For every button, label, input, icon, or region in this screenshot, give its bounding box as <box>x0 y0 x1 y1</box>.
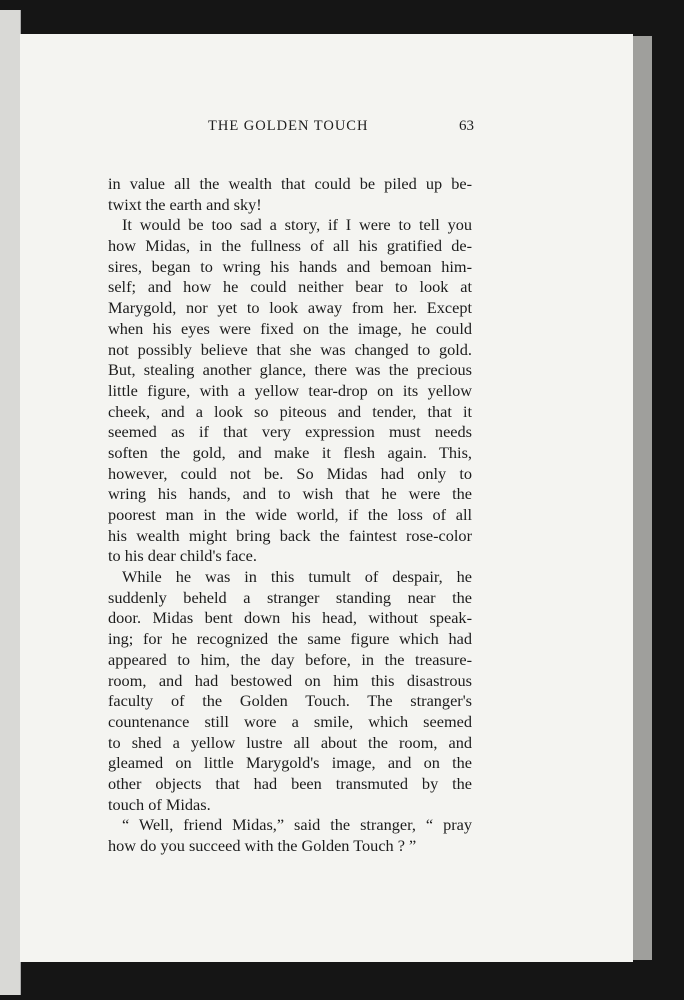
text-line: other objects that had been transmuted by the <box>108 773 472 793</box>
text-line: While he was in this tumult of despair, he <box>122 567 472 587</box>
text-line: when his eyes were fixed on the image, he could <box>108 318 472 338</box>
text-line: It would be too sad a story, if I were to tell you <box>122 215 472 235</box>
text-line: room, and had bestowed on him this disastrous <box>108 670 472 690</box>
text-line: seemed as if that very expression must needs <box>108 422 472 442</box>
body-text <box>108 174 472 857</box>
text-line: his wealth might bring back the faintest rose-color <box>108 525 472 545</box>
text-line: door. Midas bent down his head, without speak- <box>108 608 472 628</box>
text-line: But, stealing another glance, there was the precious <box>108 360 472 380</box>
text-line: “ Well, friend Midas,” said the stranger, “ pray <box>122 815 472 835</box>
text-line: to shed a yellow lustre all about the room, and <box>108 732 472 752</box>
running-title: THE GOLDEN TOUCH <box>208 118 369 134</box>
text-line: sires, began to wring his hands and bemoan him- <box>108 256 472 276</box>
text-line: gleamed on little Marygold's image, and on the <box>108 753 472 773</box>
text-line: countenance still wore a smile, which seemed <box>108 711 472 731</box>
running-header <box>90 118 474 140</box>
text-line: touch of Midas. <box>108 794 211 814</box>
text-line: Marygold, nor yet to look away from her. Except <box>108 298 472 318</box>
page-number: 63 <box>459 118 474 134</box>
text-line: ing; for he recognized the same figure which had <box>108 629 472 649</box>
text-line: how Midas, in the fullness of all his gratified de- <box>108 236 472 256</box>
text-line: wring his hands, and to wish that he were the <box>108 484 472 504</box>
text-line: twixt the earth and sky! <box>108 194 262 214</box>
text-line: how do you succeed with the Golden Touch ? ” <box>108 836 417 855</box>
text-line: poorest man in the wide world, if the loss of all <box>108 505 472 524</box>
text-line: suddenly beheld a stranger standing near the <box>108 587 472 607</box>
text-line: however, could not be. So Midas had only to <box>108 463 472 483</box>
text-line: faculty of the Golden Touch. The stranger's <box>108 691 472 711</box>
text-line: cheek, and a look so piteous and tender, that it <box>108 401 472 421</box>
adjacent-page-edge <box>0 10 21 995</box>
text-line: to his dear child's face. <box>108 546 257 566</box>
text-line: little figure, with a yellow tear-drop on its yellow <box>108 380 472 400</box>
text-line: self; and how he could neither bear to look at <box>108 277 472 297</box>
text-line: appeared to him, the day before, in the treasure- <box>108 649 472 669</box>
text-line: not possibly believe that she was changed to gold. <box>108 339 472 359</box>
text-line: soften the gold, and make it flesh again. This, <box>108 442 472 462</box>
text-line: in value all the wealth that could be piled up be- <box>108 174 472 193</box>
